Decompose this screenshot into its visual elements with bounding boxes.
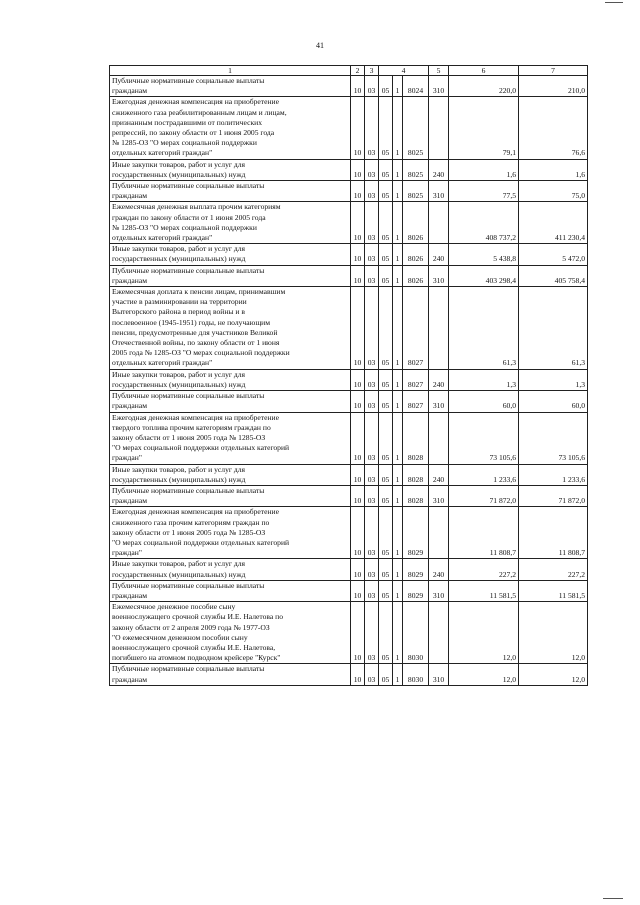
row-name: Публичные нормативные социальные выплаты гражданам — [110, 391, 351, 412]
row-subprogram: 1 — [393, 507, 403, 559]
row-subprogram: 1 — [393, 76, 403, 97]
row-amount-year1: 220,0 — [449, 76, 519, 97]
row-subprogram: 1 — [393, 97, 403, 159]
row-direction: 8025 — [403, 159, 429, 180]
row-program: 05 — [379, 76, 393, 97]
row-name: Ежегодная денежная компенсация на приобретение твердого топлива прочим категориям граждан по закону области от 1 июня 2005 года № 1285-ОЗ "О мерах социальной поддержки отдельных категорий граждан" — [110, 412, 351, 464]
row-subsection: 03 — [365, 559, 379, 580]
row-subprogram: 1 — [393, 559, 403, 580]
row-amount-year2: 405 758,4 — [519, 265, 588, 286]
row-program: 05 — [379, 391, 393, 412]
row-subsection: 03 — [365, 602, 379, 664]
header-col-1: 1 — [110, 66, 351, 76]
row-amount-year1: 11 808,7 — [449, 507, 519, 559]
row-section: 10 — [351, 181, 365, 202]
row-direction: 8027 — [403, 391, 429, 412]
row-subprogram: 1 — [393, 664, 403, 685]
row-direction: 8025 — [403, 181, 429, 202]
row-section: 10 — [351, 244, 365, 265]
row-subsection: 03 — [365, 97, 379, 159]
row-amount-year1: 73 105,6 — [449, 412, 519, 464]
table-row — [110, 181, 588, 202]
row-subprogram: 1 — [393, 580, 403, 601]
row-expense-type — [429, 602, 449, 664]
row-name: Иные закупки товаров, работ и услуг для государственных (муниципальных) нужд — [110, 159, 351, 180]
row-subprogram: 1 — [393, 464, 403, 485]
row-direction: 8029 — [403, 580, 429, 601]
row-subsection: 03 — [365, 265, 379, 286]
row-name: Иные закупки товаров, работ и услуг для государственных (муниципальных) нужд — [110, 464, 351, 485]
page-number: 41 — [316, 41, 324, 50]
row-program: 05 — [379, 507, 393, 559]
table-row — [110, 265, 588, 286]
row-subprogram: 1 — [393, 159, 403, 180]
row-program: 05 — [379, 97, 393, 159]
row-section: 10 — [351, 159, 365, 180]
table-row — [110, 76, 588, 97]
row-amount-year2: 227,2 — [519, 559, 588, 580]
header-col-5: 5 — [429, 66, 449, 76]
row-direction: 8028 — [403, 412, 429, 464]
row-amount-year2: 60,0 — [519, 391, 588, 412]
row-amount-year1: 227,2 — [449, 559, 519, 580]
row-program: 05 — [379, 265, 393, 286]
row-amount-year1: 11 581,5 — [449, 580, 519, 601]
row-section: 10 — [351, 369, 365, 390]
row-subsection: 03 — [365, 159, 379, 180]
row-name: Публичные нормативные социальные выплаты гражданам — [110, 76, 351, 97]
row-amount-year1: 77,5 — [449, 181, 519, 202]
row-amount-year2: 12,0 — [519, 664, 588, 685]
row-subprogram: 1 — [393, 181, 403, 202]
row-direction: 8028 — [403, 464, 429, 485]
row-section: 10 — [351, 602, 365, 664]
row-program: 05 — [379, 244, 393, 265]
row-expense-type — [429, 507, 449, 559]
row-amount-year1: 1,3 — [449, 369, 519, 390]
row-subprogram: 1 — [393, 369, 403, 390]
row-expense-type: 310 — [429, 76, 449, 97]
row-section: 10 — [351, 287, 365, 370]
row-direction: 8026 — [403, 202, 429, 244]
row-section: 10 — [351, 485, 365, 506]
row-expense-type: 240 — [429, 464, 449, 485]
row-expense-type — [429, 202, 449, 244]
row-amount-year1: 12,0 — [449, 664, 519, 685]
row-expense-type: 310 — [429, 265, 449, 286]
row-expense-type: 310 — [429, 664, 449, 685]
row-section: 10 — [351, 580, 365, 601]
table-row — [110, 412, 588, 464]
table-row — [110, 202, 588, 244]
row-program: 05 — [379, 580, 393, 601]
row-direction: 8024 — [403, 76, 429, 97]
row-direction: 8025 — [403, 97, 429, 159]
row-name: Публичные нормативные социальные выплаты гражданам — [110, 664, 351, 685]
row-expense-type — [429, 412, 449, 464]
table-row — [110, 391, 588, 412]
row-section: 10 — [351, 559, 365, 580]
row-subprogram: 1 — [393, 602, 403, 664]
row-amount-year2: 411 230,4 — [519, 202, 588, 244]
row-program: 05 — [379, 181, 393, 202]
header-col-2: 2 — [351, 66, 365, 76]
row-subsection: 03 — [365, 287, 379, 370]
table-row — [110, 507, 588, 559]
row-direction: 8026 — [403, 244, 429, 265]
row-amount-year1: 61,3 — [449, 287, 519, 370]
table-row — [110, 485, 588, 506]
row-section: 10 — [351, 97, 365, 159]
row-expense-type: 240 — [429, 159, 449, 180]
scan-mark — [605, 2, 623, 3]
header-col-7: 7 — [519, 66, 588, 76]
row-direction: 8030 — [403, 664, 429, 685]
row-name: Ежегодная денежная компенсация на приобретение сжиженного газа реабилитированным лицам и лицам, признанным пострадавшими от политических репрессий, по закону области от 1 июня 2005 года № 1285-ОЗ "О мерах социальной поддержки отдельных категорий граждан" — [110, 97, 351, 159]
row-amount-year1: 1 233,6 — [449, 464, 519, 485]
row-section: 10 — [351, 76, 365, 97]
row-amount-year2: 12,0 — [519, 602, 588, 664]
row-subsection: 03 — [365, 464, 379, 485]
table-row — [110, 287, 588, 370]
row-name: Публичные нормативные социальные выплаты гражданам — [110, 181, 351, 202]
row-subsection: 03 — [365, 76, 379, 97]
row-expense-type: 310 — [429, 391, 449, 412]
row-amount-year1: 408 737,2 — [449, 202, 519, 244]
row-section: 10 — [351, 202, 365, 244]
table-row — [110, 244, 588, 265]
row-expense-type — [429, 287, 449, 370]
row-amount-year2: 73 105,6 — [519, 412, 588, 464]
row-amount-year1: 71 872,0 — [449, 485, 519, 506]
header-col-4: 4 — [379, 66, 429, 76]
row-subsection: 03 — [365, 181, 379, 202]
row-name: Ежемесячная доплата к пенсии лицам, принимавшим участие в разминировании на территории Вытегорского района в период войны и в послевоенное (1945-1951) годы, не получающим пенсии, предусмотренные для участников Великой Отечественной войны, по закону области от 1 июня 2005 года № 1285-ОЗ "О мерах социальной поддержки отдельных категорий граждан" — [110, 287, 351, 370]
row-subprogram: 1 — [393, 287, 403, 370]
row-subsection: 03 — [365, 664, 379, 685]
row-direction: 8026 — [403, 265, 429, 286]
row-amount-year2: 1,6 — [519, 159, 588, 180]
table-row — [110, 159, 588, 180]
row-program: 05 — [379, 412, 393, 464]
table-row — [110, 464, 588, 485]
row-direction: 8027 — [403, 369, 429, 390]
header-col-3: 3 — [365, 66, 379, 76]
row-name: Публичные нормативные социальные выплаты гражданам — [110, 485, 351, 506]
row-expense-type — [429, 97, 449, 159]
row-program: 05 — [379, 464, 393, 485]
row-amount-year1: 79,1 — [449, 97, 519, 159]
row-subsection: 03 — [365, 202, 379, 244]
row-expense-type: 240 — [429, 559, 449, 580]
row-name: Публичные нормативные социальные выплаты гражданам — [110, 580, 351, 601]
row-name: Ежемесячное денежное пособие сыну военнослужащего срочной службы И.Е. Налетова по закону области от 2 апреля 2009 года № 1977-ОЗ "О ежемесячном денежном пособии сыну военнослужащего срочной службы И.Е. Налетова, погибшего на атомном подводном крейсере "Курск" — [110, 602, 351, 664]
row-direction: 8029 — [403, 559, 429, 580]
row-subprogram: 1 — [393, 265, 403, 286]
row-subsection: 03 — [365, 580, 379, 601]
row-program: 05 — [379, 159, 393, 180]
table-row — [110, 369, 588, 390]
row-section: 10 — [351, 464, 365, 485]
row-section: 10 — [351, 265, 365, 286]
row-subsection: 03 — [365, 244, 379, 265]
row-amount-year2: 210,0 — [519, 76, 588, 97]
row-subsection: 03 — [365, 391, 379, 412]
row-amount-year2: 1 233,6 — [519, 464, 588, 485]
row-amount-year1: 60,0 — [449, 391, 519, 412]
row-subsection: 03 — [365, 507, 379, 559]
row-direction: 8028 — [403, 485, 429, 506]
row-section: 10 — [351, 664, 365, 685]
row-subprogram: 1 — [393, 391, 403, 412]
row-amount-year1: 5 438,8 — [449, 244, 519, 265]
header-row — [110, 66, 588, 76]
row-amount-year2: 5 472,0 — [519, 244, 588, 265]
table-row — [110, 664, 588, 685]
row-name: Иные закупки товаров, работ и услуг для государственных (муниципальных) нужд — [110, 559, 351, 580]
row-name: Публичные нормативные социальные выплаты гражданам — [110, 265, 351, 286]
budget-table — [109, 65, 588, 686]
scan-mark — [603, 898, 623, 899]
row-amount-year2: 11 581,5 — [519, 580, 588, 601]
row-amount-year2: 76,6 — [519, 97, 588, 159]
header-col-6: 6 — [449, 66, 519, 76]
row-amount-year2: 61,3 — [519, 287, 588, 370]
table-row — [110, 580, 588, 601]
row-subsection: 03 — [365, 412, 379, 464]
row-direction: 8029 — [403, 507, 429, 559]
row-amount-year1: 1,6 — [449, 159, 519, 180]
row-amount-year1: 12,0 — [449, 602, 519, 664]
row-program: 05 — [379, 287, 393, 370]
table-row — [110, 559, 588, 580]
row-subprogram: 1 — [393, 202, 403, 244]
row-program: 05 — [379, 602, 393, 664]
row-amount-year2: 71 872,0 — [519, 485, 588, 506]
row-expense-type: 310 — [429, 580, 449, 601]
row-amount-year1: 403 298,4 — [449, 265, 519, 286]
row-expense-type: 310 — [429, 485, 449, 506]
row-subprogram: 1 — [393, 485, 403, 506]
row-expense-type: 240 — [429, 369, 449, 390]
row-name: Ежегодная денежная компенсация на приобретение сжиженного газа прочим категориям граждан по закону области от 1 июня 2005 года № 1285-ОЗ "О мерах социальной поддержки отдельных категорий граждан" — [110, 507, 351, 559]
row-subsection: 03 — [365, 485, 379, 506]
row-amount-year2: 1,3 — [519, 369, 588, 390]
row-amount-year2: 75,0 — [519, 181, 588, 202]
row-expense-type: 240 — [429, 244, 449, 265]
row-program: 05 — [379, 559, 393, 580]
row-program: 05 — [379, 485, 393, 506]
row-program: 05 — [379, 369, 393, 390]
table-row — [110, 602, 588, 664]
row-subsection: 03 — [365, 369, 379, 390]
row-section: 10 — [351, 507, 365, 559]
row-subprogram: 1 — [393, 412, 403, 464]
row-section: 10 — [351, 412, 365, 464]
row-amount-year2: 11 808,7 — [519, 507, 588, 559]
row-direction: 8027 — [403, 287, 429, 370]
row-name: Иные закупки товаров, работ и услуг для государственных (муниципальных) нужд — [110, 244, 351, 265]
row-program: 05 — [379, 664, 393, 685]
row-program: 05 — [379, 202, 393, 244]
row-subprogram: 1 — [393, 244, 403, 265]
table-row — [110, 97, 588, 159]
row-name: Ежемесячная денежная выплата прочим категориям граждан по закону области от 1 июня 2005 года № 1285-ОЗ "О мерах социальной поддержки отдельных категорий граждан" — [110, 202, 351, 244]
row-name: Иные закупки товаров, работ и услуг для государственных (муниципальных) нужд — [110, 369, 351, 390]
row-expense-type: 310 — [429, 181, 449, 202]
row-section: 10 — [351, 391, 365, 412]
row-direction: 8030 — [403, 602, 429, 664]
